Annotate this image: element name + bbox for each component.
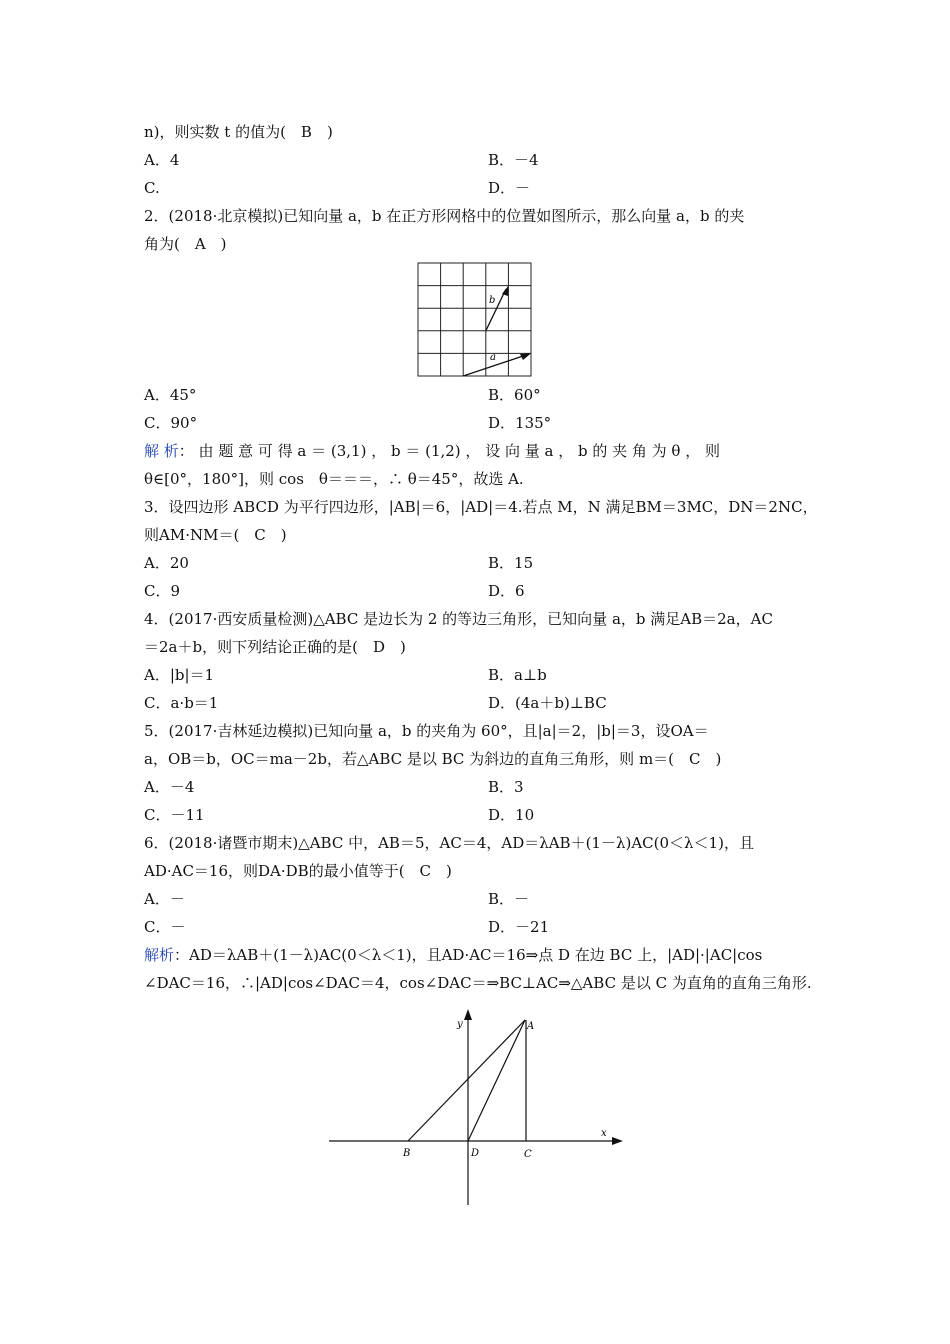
q1-stem-tail: n)，则实数 t 的值为( B ) xyxy=(144,123,333,141)
q6-option-d: D．－21 xyxy=(488,918,550,936)
q3-option-a: A．20 xyxy=(144,554,189,572)
side-ba xyxy=(408,1020,525,1141)
q1-option-b: B．－4 xyxy=(488,151,539,169)
q2-option-c: C．90° xyxy=(144,414,198,432)
q5-option-a: A．－4 xyxy=(144,778,195,796)
triangle-coordinate-figure xyxy=(325,1005,627,1210)
x-axis-label: x xyxy=(601,1128,607,1139)
q3-stem-line1: 3．设四边形 ABCD 为平行四边形，|AB|＝6，|AD|＝4.若点 M，N 满足BM＝3MC，DN＝2NC， xyxy=(144,498,818,516)
y-axis-arrowhead xyxy=(464,1009,472,1020)
q6-solution-line2: ∠DAC＝16，∴|AD|cos∠DAC＝4，cos∠DAC＝⇒BC⊥AC⇒△ABC 是以 C 为直角的直角三角形. xyxy=(144,974,812,992)
q5-stem-line2: a，OB＝b，OC＝ma－2b，若△ABC 是以 BC 为斜边的直角三角形，则 m＝( C ) xyxy=(144,750,722,768)
q6-option-a: A．－ xyxy=(144,890,185,908)
solution-label: 解 析 xyxy=(144,442,179,460)
q2-option-a: A．45° xyxy=(144,386,197,404)
q5-option-b: B．3 xyxy=(488,778,524,796)
point-b-label: B xyxy=(403,1148,411,1159)
q5-stem-line1: 5．(2017·吉林延边模拟)已知向量 a，b 的夹角为 60°，且|a|＝2，|b|＝3，设OA＝ xyxy=(144,722,709,740)
q6-option-c: C．－ xyxy=(144,918,186,936)
q4-option-d: D．(4a＋b)⊥BC xyxy=(488,694,607,712)
q2-stem-line1: 2．(2018·北京模拟)已知向量 a，b 在正方形网格中的位置如图所示，那么向量 a，b 的夹 xyxy=(144,207,745,225)
q4-option-b: B．a⊥b xyxy=(488,666,547,684)
q2-stem-line2: 角为( A ) xyxy=(144,235,227,253)
point-a-label: A xyxy=(527,1021,535,1032)
q3-option-b: B．15 xyxy=(488,554,534,572)
q2-solution-line2: θ∈[0°，180°]，则 cos θ＝＝＝，∴ θ＝45°，故选 A. xyxy=(144,470,524,488)
x-axis-arrowhead xyxy=(612,1137,623,1145)
point-d-label: D xyxy=(471,1148,480,1159)
q4-option-c: C．a·b＝1 xyxy=(144,694,219,712)
q6-solution-line1: 解析：AD＝λAB＋(1－λ)AC(0＜λ＜1)，且AD·AC＝16⇒点 D 在边 BC 上，|AD|·|AC|cos xyxy=(144,946,763,964)
q5-option-c: C．－11 xyxy=(144,806,205,824)
q5-option-d: D．10 xyxy=(488,806,535,824)
grid-vector-figure xyxy=(416,261,534,379)
q2-option-b: B．60° xyxy=(488,386,541,404)
q6-option-b: B．－ xyxy=(488,890,530,908)
q6-stem-line1: 6．(2018·诸暨市期末)△ABC 中，AB＝5，AC＝4，AD＝λAB＋(1－λ)AC(0＜λ＜1)，且 xyxy=(144,834,754,852)
solution-label: 解析 xyxy=(144,946,175,964)
q1-option-c: C. xyxy=(144,179,160,197)
q2-option-d: D．135° xyxy=(488,414,552,432)
vector-a-arrowhead xyxy=(520,353,531,360)
q3-option-c: C．9 xyxy=(144,582,181,600)
vector-a-label: a xyxy=(490,352,496,363)
q4-stem-line1: 4．(2017·西安质量检测)△ABC 是边长为 2 的等边三角形，已知向量 a，b 满足AB＝2a，AC xyxy=(144,610,773,628)
q2-solution-line1: 解 析： 由 题 意 可 得 a ＝ (3,1) ， b ＝ (1,2) ， 设 向 量 a ， b 的 夹 角 为 θ ， 则 xyxy=(144,442,720,460)
q3-option-d: D．6 xyxy=(488,582,525,600)
y-axis-label: y xyxy=(457,1019,463,1030)
q4-option-a: A．|b|＝1 xyxy=(144,666,215,684)
q4-stem-line2: ＝2a＋b，则下列结论正确的是( D ) xyxy=(144,638,406,656)
q1-option-a: A．4 xyxy=(144,151,180,169)
vector-b-label: b xyxy=(489,295,496,306)
q3-stem-line2: 则AM·NM＝( C ) xyxy=(144,526,287,544)
point-c-label: C xyxy=(524,1149,532,1160)
side-da xyxy=(468,1020,525,1141)
q6-stem-line2: AD·AC＝16，则DA·DB的最小值等于( C ) xyxy=(144,862,452,880)
q1-option-d: D．－ xyxy=(488,179,531,197)
